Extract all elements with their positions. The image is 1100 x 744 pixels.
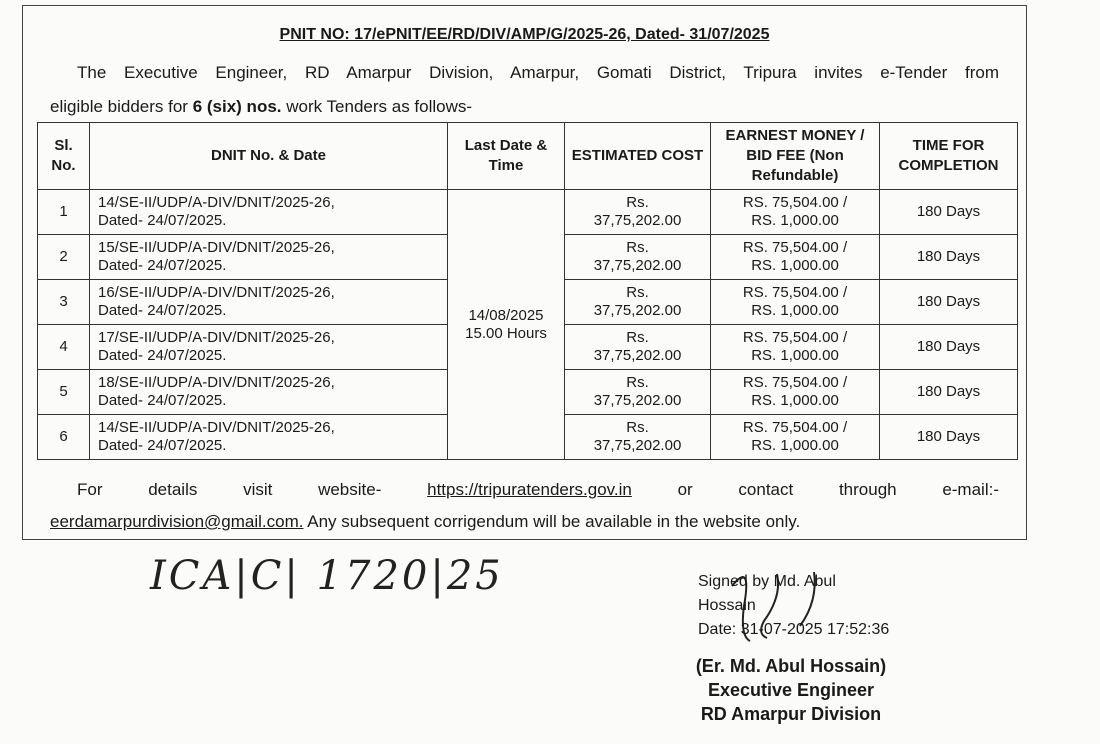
header-estimated-cost: ESTIMATED COST — [565, 123, 711, 190]
cell-sl-no: 2 — [38, 235, 90, 280]
cell-estimated-cost — [565, 280, 711, 325]
cost-prefix: Rs. — [626, 239, 649, 256]
cell-time-for-completion: 180 Days — [880, 415, 1018, 460]
tender-notice-box — [22, 5, 1027, 540]
cell-sl-no: 4 — [38, 325, 90, 370]
cost-value: 37,75,202.00 — [593, 257, 682, 274]
cell-time-for-completion: 180 Days — [880, 370, 1018, 415]
dnit-number: 14/SE-II/UDP/A-DIV/DNIT/2025-26, — [98, 419, 335, 436]
cost-value: 37,75,202.00 — [593, 302, 682, 319]
cell-dnit — [90, 280, 448, 325]
emd-amount: RS. 75,504.00 / — [742, 374, 848, 391]
website-link[interactable]: https://tripuratenders.gov.in — [427, 480, 632, 499]
cell-dnit — [90, 415, 448, 460]
intro-paragraph — [50, 56, 999, 124]
cell-earnest-money — [711, 370, 880, 415]
intro-line-2-pre: eligible bidders for — [50, 97, 193, 116]
tender-count: 6 (six) nos. — [192, 97, 282, 116]
dnit-number: 15/SE-II/UDP/A-DIV/DNIT/2025-26, — [98, 239, 335, 256]
dnit-date: Dated- 24/07/2025. — [98, 437, 227, 454]
dnit-number: 14/SE-II/UDP/A-DIV/DNIT/2025-26, — [98, 194, 335, 211]
cell-time-for-completion: 180 Days — [880, 280, 1018, 325]
cell-earnest-money — [711, 190, 880, 235]
cell-estimated-cost — [565, 190, 711, 235]
dnit-date: Dated- 24/07/2025. — [98, 212, 227, 229]
bid-fee: RS. 1,000.00 — [751, 392, 839, 409]
header-earnest-money: EARNEST MONEY / BID FEE (Non Refundable) — [711, 123, 880, 190]
cost-prefix: Rs. — [626, 374, 649, 391]
handwritten-reference: ICA|C| 1720|25 — [150, 553, 504, 599]
bid-fee: RS. 1,000.00 — [751, 347, 839, 364]
cell-time-for-completion: 180 Days — [880, 325, 1018, 370]
emd-amount: RS. 75,504.00 / — [742, 329, 848, 346]
bid-fee: RS. 1,000.00 — [751, 257, 839, 274]
cost-prefix: Rs. — [626, 329, 649, 346]
cost-prefix: Rs. — [626, 194, 649, 211]
email-link[interactable]: eerdamarpurdivision@gmail.com. — [50, 512, 304, 531]
last-time: 15.00 Hours — [465, 324, 547, 342]
cell-sl-no: 5 — [38, 370, 90, 415]
bid-fee: RS. 1,000.00 — [751, 437, 839, 454]
officer-block — [666, 654, 916, 726]
footer-line-2 — [50, 506, 999, 538]
header-last-date: Last Date & Time — [448, 123, 565, 190]
cost-value: 37,75,202.00 — [593, 212, 682, 229]
emd-amount: RS. 75,504.00 / — [742, 194, 848, 211]
cell-last-date-time — [448, 190, 565, 460]
bid-fee: RS. 1,000.00 — [751, 212, 839, 229]
intro-line-2-post: work Tenders as follows- — [281, 97, 473, 116]
cell-dnit — [90, 190, 448, 235]
signature-line-1: Signed by Md. Abul — [698, 573, 836, 590]
tender-table — [37, 122, 1018, 460]
emd-amount: RS. 75,504.00 / — [742, 284, 848, 301]
dnit-date: Dated- 24/07/2025. — [98, 302, 227, 319]
table-header-row — [38, 123, 1018, 190]
cell-time-for-completion: 180 Days — [880, 190, 1018, 235]
cell-estimated-cost — [565, 235, 711, 280]
header-dnit: DNIT No. & Date — [90, 123, 448, 190]
cell-estimated-cost — [565, 415, 711, 460]
cell-earnest-money — [711, 325, 880, 370]
emd-amount: RS. 75,504.00 / — [742, 239, 848, 256]
cell-earnest-money — [711, 280, 880, 325]
header-time-for-completion: TIME FOR COMPLETION — [880, 123, 1018, 190]
notice-title: PNIT NO: 17/ePNIT/EE/RD/DIV/AMP/G/2025-26, Dated- 31/07/2025 — [279, 26, 770, 43]
footer-line-1-post: or contact through e-mail:- — [631, 480, 999, 499]
dnit-number: 18/SE-II/UDP/A-DIV/DNIT/2025-26, — [98, 374, 335, 391]
officer-designation: Executive Engineer — [707, 680, 875, 700]
footer-paragraph — [50, 474, 999, 538]
officer-name: (Er. Md. Abul Hossain) — [695, 656, 887, 676]
header-sl-no: Sl. No. — [38, 123, 90, 190]
table-row — [38, 190, 1018, 235]
signature-date: Date: 31-07-2025 17:52:36 — [698, 621, 890, 638]
footer-line-1-pre: For details visit website- — [77, 480, 428, 499]
dnit-date: Dated- 24/07/2025. — [98, 257, 227, 274]
dnit-number: 16/SE-II/UDP/A-DIV/DNIT/2025-26, — [98, 284, 335, 301]
dnit-number: 17/SE-II/UDP/A-DIV/DNIT/2025-26, — [98, 329, 335, 346]
cell-sl-no: 1 — [38, 190, 90, 235]
cost-value: 37,75,202.00 — [593, 347, 682, 364]
cell-earnest-money — [711, 235, 880, 280]
footer-line-2-post: Any subsequent corrigendum will be available in the website only. — [303, 512, 801, 531]
cell-time-for-completion: 180 Days — [880, 235, 1018, 280]
cell-dnit — [90, 235, 448, 280]
cell-estimated-cost — [565, 325, 711, 370]
cell-dnit — [90, 370, 448, 415]
cell-estimated-cost — [565, 370, 711, 415]
dnit-date: Dated- 24/07/2025. — [98, 347, 227, 364]
cost-value: 37,75,202.00 — [593, 392, 682, 409]
cost-prefix: Rs. — [626, 419, 649, 436]
cost-value: 37,75,202.00 — [593, 437, 682, 454]
dnit-date: Dated- 24/07/2025. — [98, 392, 227, 409]
cost-prefix: Rs. — [626, 284, 649, 301]
cell-sl-no: 3 — [38, 280, 90, 325]
footer-line-1 — [50, 474, 999, 506]
intro-line-1: The Executive Engineer, RD Amarpur Division, Amarpur, Gomati District, Tripura invites e-Tender from — [77, 63, 999, 82]
emd-amount: RS. 75,504.00 / — [742, 419, 848, 436]
digital-signature-block — [698, 570, 889, 642]
cell-earnest-money — [711, 415, 880, 460]
intro-line-2 — [50, 90, 999, 124]
last-date: 14/08/2025 — [468, 306, 544, 324]
cell-sl-no: 6 — [38, 415, 90, 460]
signature-line-2: Hossain — [698, 597, 756, 614]
officer-office: RD Amarpur Division — [700, 704, 882, 724]
tender-rows — [38, 190, 1018, 460]
cell-dnit — [90, 325, 448, 370]
bid-fee: RS. 1,000.00 — [751, 302, 839, 319]
